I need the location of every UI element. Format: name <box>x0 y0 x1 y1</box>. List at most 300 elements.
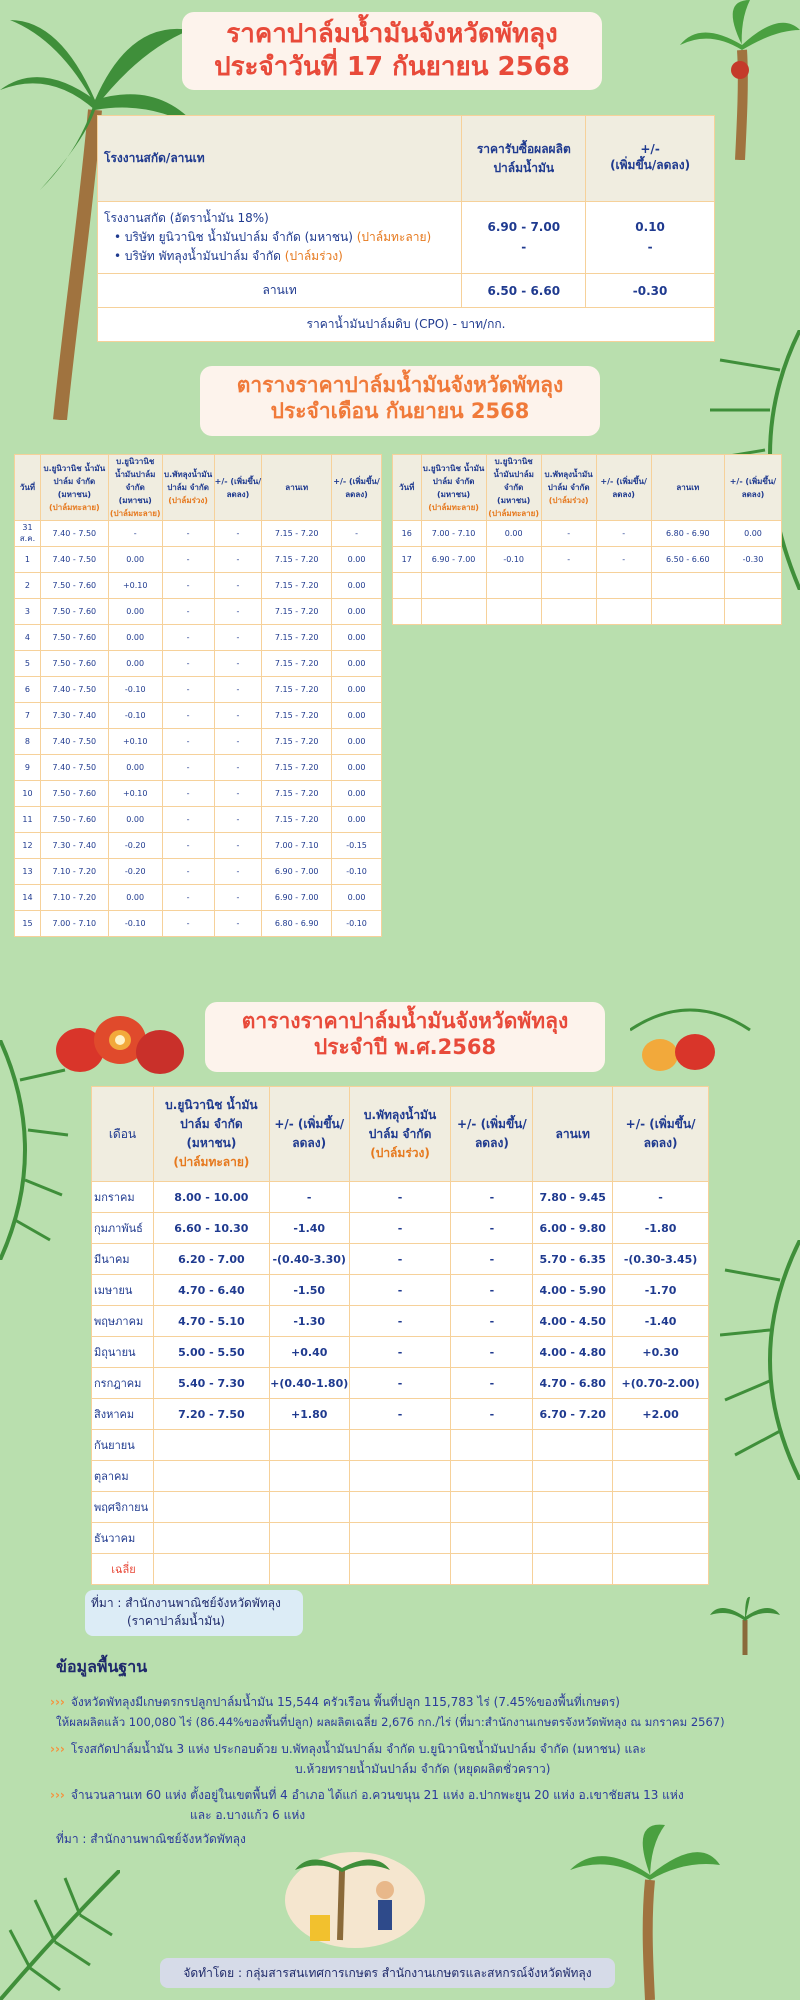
col-univ-2-label: บ.ยูนิวานิช น้ำมันปาล์ม จำกัด (มหาชน) <box>493 457 534 505</box>
table-row <box>92 1523 709 1554</box>
table-cell <box>596 573 651 599</box>
source-box <box>85 1590 303 1636</box>
table-cell: - <box>214 807 262 833</box>
table-cell: 14 <box>15 885 41 911</box>
table-cell: - <box>451 1399 533 1430</box>
table-cell: - <box>162 521 214 547</box>
factory-1-price: 6.90 - 7.00 <box>487 220 561 235</box>
table-cell: 5.00 - 5.50 <box>153 1337 269 1368</box>
month-name: กุมภาพันธ์ <box>92 1213 154 1244</box>
table-cell <box>153 1523 269 1554</box>
table-cell: 5.70 - 6.35 <box>533 1244 613 1275</box>
table-cell: 4.70 - 6.40 <box>153 1275 269 1306</box>
col-yard-change-header: +/- (เพิ่มขึ้น/ลดลง) <box>724 455 781 521</box>
col-day-header: วันที่ <box>15 455 41 521</box>
table-cell: 7.15 - 7.20 <box>262 599 332 625</box>
info-3-line-2: และ อ.บางแก้ว 6 แห่ง <box>190 1807 306 1822</box>
table-cell: 7.50 - 7.60 <box>40 625 108 651</box>
basic-info-item-3 <box>50 1786 790 1826</box>
table-cell <box>349 1554 451 1585</box>
table-cell: -0.10 <box>108 677 162 703</box>
col-univ-label: บ.ยูนิวานิช น้ำมันปาล์ม จำกัด (มหาชน) <box>422 463 485 499</box>
factory-2-row: • บริษัท พัทลุงน้ำมันปาล์ม จำกัด (ปาล์มร่วง) <box>114 249 343 264</box>
table-cell: 6.90 - 7.00 <box>262 885 332 911</box>
table-cell <box>269 1461 349 1492</box>
table-cell: -0.10 <box>108 911 162 937</box>
table-cell <box>153 1554 269 1585</box>
yearly-section-title <box>205 1002 605 1072</box>
table-row <box>92 1337 709 1368</box>
col-univ-header <box>421 455 486 521</box>
table-cell: - <box>214 859 262 885</box>
month-name: มิถุนายน <box>92 1337 154 1368</box>
table-cell: 7.40 - 7.50 <box>40 729 108 755</box>
table-cell: 7.50 - 7.60 <box>40 573 108 599</box>
table-cell: 7.50 - 7.60 <box>40 599 108 625</box>
cpo-note: ราคาน้ำมันปาล์มดิบ (CPO) - บาท/กก. <box>98 308 715 342</box>
table-cell <box>153 1461 269 1492</box>
table-cell: 7.15 - 7.20 <box>262 651 332 677</box>
table-cell: - <box>349 1306 451 1337</box>
arrow-icon: ››› <box>50 1742 65 1756</box>
table-cell: 7.50 - 7.60 <box>40 807 108 833</box>
table-row <box>15 703 382 729</box>
table-row <box>92 1430 709 1461</box>
table-cell: 7.10 - 7.20 <box>40 885 108 911</box>
table-cell: 10 <box>15 781 41 807</box>
table-cell <box>349 1492 451 1523</box>
table-row <box>15 833 382 859</box>
table-cell <box>153 1430 269 1461</box>
month-name: ตุลาคม <box>92 1461 154 1492</box>
table-row <box>92 1306 709 1337</box>
monthly-section-title <box>200 366 600 436</box>
col-ptl-change-header: +/- (เพิ่มขึ้น/ลดลง) <box>451 1087 533 1182</box>
table-cell: 0.00 <box>108 599 162 625</box>
table-row <box>92 1461 709 1492</box>
table-cell: 6.80 - 6.90 <box>262 911 332 937</box>
table-cell: - <box>162 625 214 651</box>
table-cell: - <box>162 599 214 625</box>
table-cell: - <box>451 1182 533 1213</box>
table-cell: 0.00 <box>108 651 162 677</box>
col-univ-2-label: บ.ยูนิวานิช น้ำมันปาล์ม จำกัด (มหาชน) <box>114 457 156 505</box>
table-cell <box>349 1430 451 1461</box>
col-ptl-label: บ.พัทลุงน้ำมันปาล์ม จำกัด <box>544 470 593 492</box>
table-cell: 6.20 - 7.00 <box>153 1244 269 1275</box>
table-cell: - <box>162 859 214 885</box>
table-cell: - <box>108 521 162 547</box>
footer-credit: จัดทำโดย : กลุ่มสารสนเทศการเกษตร สำนักงานเกษตรและสหกรณ์จังหวัดพัทลุง <box>160 1958 615 1988</box>
source-line-1: ที่มา : สำนักงานพาณิชย์จังหวัดพัทลุง <box>91 1596 281 1610</box>
monthly-title-line-2: ประจำเดือน กันยายน 2568 <box>270 399 530 424</box>
table-cell: 1 <box>15 547 41 573</box>
col-change-header: +/- (เพิ่มขึ้น/ลดลง) <box>586 116 715 202</box>
table-cell: - <box>162 755 214 781</box>
table-cell <box>533 1492 613 1523</box>
palm-leaf-illustration <box>720 1240 800 1480</box>
table-cell: 7.00 - 7.10 <box>421 521 486 547</box>
table-cell: 0.00 <box>332 885 382 911</box>
table-cell: 4.70 - 6.80 <box>533 1368 613 1399</box>
col-ptl-header <box>349 1087 451 1182</box>
table-cell: 7 <box>15 703 41 729</box>
month-name: เฉลี่ย <box>92 1554 154 1585</box>
table-row <box>393 521 782 547</box>
table-cell: 3 <box>15 599 41 625</box>
factory-group-label: โรงงานสกัด (อัตราน้ำมัน 18%) <box>104 210 269 225</box>
table-row <box>15 729 382 755</box>
table-row <box>393 573 782 599</box>
table-cell: 7.15 - 7.20 <box>262 677 332 703</box>
table-cell: 7.15 - 7.20 <box>262 729 332 755</box>
table-row <box>15 599 382 625</box>
table-row <box>92 1492 709 1523</box>
table-row <box>15 781 382 807</box>
month-name: พฤศจิกายน <box>92 1492 154 1523</box>
table-cell: 8 <box>15 729 41 755</box>
table-row <box>92 1368 709 1399</box>
arrow-icon: ››› <box>50 1695 65 1709</box>
month-name: มีนาคม <box>92 1244 154 1275</box>
table-cell: 0.00 <box>332 677 382 703</box>
col-change-header: +/- (เพิ่มขึ้น/ลดลง) <box>596 455 651 521</box>
table-cell: - <box>214 911 262 937</box>
table-cell: -0.20 <box>108 859 162 885</box>
page-title <box>182 12 602 90</box>
table-row <box>15 859 382 885</box>
col-yard-change-header: +/- (เพิ่มขึ้น/ลดลง) <box>613 1087 709 1182</box>
table-cell: - <box>451 1244 533 1275</box>
table-cell: - <box>451 1368 533 1399</box>
info-2-line-1: โรงสกัดปาล์มน้ำมัน 3 แห่ง ประกอบด้วย บ.พัทลุงน้ำมันปาล์ม จำกัด บ.ยูนิวานิชน้ำมันปาล์ม จำกัด (มหาชน) และ <box>70 1742 647 1756</box>
factory-2-change: - <box>647 239 653 254</box>
table-cell: - <box>451 1306 533 1337</box>
table-cell: 0.00 <box>332 729 382 755</box>
table-cell: 0.00 <box>108 547 162 573</box>
table-cell: - <box>541 547 596 573</box>
table-cell: 7.15 - 7.20 <box>262 573 332 599</box>
table-cell: 16 <box>393 521 422 547</box>
table-cell: - <box>451 1337 533 1368</box>
col-yard-header: ลานเท <box>651 455 724 521</box>
factory-2-price: - <box>521 239 527 254</box>
monthly-title-line-1: ตารางราคาปาล์มน้ำมันจังหวัดพัทลุง <box>236 373 564 397</box>
table-cell <box>349 1523 451 1554</box>
table-cell: - <box>613 1182 709 1213</box>
table-cell: 7.15 - 7.20 <box>262 521 332 547</box>
table-cell <box>486 599 541 625</box>
table-cell: - <box>162 781 214 807</box>
col-univ-2-note: (ปาล์มทะลาย) <box>488 509 540 518</box>
daily-price-table <box>97 115 715 342</box>
table-cell <box>451 1430 533 1461</box>
table-row <box>15 573 382 599</box>
table-cell: -0.10 <box>332 911 382 937</box>
table-row <box>15 651 382 677</box>
table-cell: 0.00 <box>724 521 781 547</box>
factory-2-name: บริษัท พัทลุงน้ำมันปาล์ม จำกัด <box>124 249 281 264</box>
col-ptl-label: บ.พัทลุงน้ำมันปาล์ม จำกัด <box>163 470 213 492</box>
yearly-title-line-1: ตารางราคาปาล์มน้ำมันจังหวัดพัทลุง <box>241 1009 569 1033</box>
col-day-header: วันที่ <box>393 455 422 521</box>
table-cell <box>533 1461 613 1492</box>
table-cell: 5.40 - 7.30 <box>153 1368 269 1399</box>
table-cell: 0.00 <box>108 755 162 781</box>
table-cell <box>451 1523 533 1554</box>
table-cell: - <box>214 651 262 677</box>
col-univ-2-header <box>108 455 162 521</box>
table-cell: - <box>162 807 214 833</box>
col-ptl-note: (ปาล์มร่วง) <box>168 496 208 505</box>
arrow-icon: ››› <box>50 1788 65 1802</box>
table-cell: - <box>349 1337 451 1368</box>
title-line-2: ประจำวันที่ 17 กันยายน 2568 <box>214 51 570 82</box>
factory-1-note: (ปาล์มทะลาย) <box>356 229 432 244</box>
table-cell: - <box>214 781 262 807</box>
table-cell: 4.00 - 5.90 <box>533 1275 613 1306</box>
table-cell: +(0.40-1.80) <box>269 1368 349 1399</box>
table-cell: +0.10 <box>108 781 162 807</box>
table-cell: -1.50 <box>269 1275 349 1306</box>
basic-info-item-2 <box>50 1740 790 1780</box>
table-cell: 6.80 - 6.90 <box>651 521 724 547</box>
table-cell <box>541 599 596 625</box>
col-univ-header <box>40 455 108 521</box>
table-cell <box>613 1523 709 1554</box>
table-cell: - <box>214 885 262 911</box>
table-cell <box>533 1554 613 1585</box>
table-cell: +1.80 <box>269 1399 349 1430</box>
factory-1-row: • บริษัท ยูนิวานิช น้ำมันปาล์ม จำกัด (มหาชน) (ปาล์มทะลาย) <box>114 229 432 244</box>
table-cell: +0.40 <box>269 1337 349 1368</box>
table-cell: -0.30 <box>724 547 781 573</box>
table-cell: - <box>214 521 262 547</box>
source-line-2: (ราคาปาล์มน้ำมัน) <box>127 1614 225 1628</box>
table-cell: 7.15 - 7.20 <box>262 807 332 833</box>
table-cell <box>451 1461 533 1492</box>
table-cell: 0.00 <box>332 703 382 729</box>
table-cell: +(0.70-2.00) <box>613 1368 709 1399</box>
table-cell: 5 <box>15 651 41 677</box>
yearly-price-table <box>91 1086 709 1585</box>
table-cell: 7.50 - 7.60 <box>40 781 108 807</box>
table-cell: 7.50 - 7.60 <box>40 651 108 677</box>
col-ptl-note: (ปาล์มร่วง) <box>370 1145 430 1160</box>
col-yard-header: ลานเท <box>533 1087 613 1182</box>
title-line-1: ราคาปาล์มน้ำมันจังหวัดพัทลุง <box>226 19 558 49</box>
col-univ-header <box>153 1087 269 1182</box>
table-cell: 0.00 <box>332 651 382 677</box>
yearly-title-line-2: ประจำปี พ.ศ.2568 <box>313 1035 497 1060</box>
table-cell: - <box>349 1399 451 1430</box>
table-cell: -1.70 <box>613 1275 709 1306</box>
table-cell: - <box>214 755 262 781</box>
table-cell: - <box>451 1213 533 1244</box>
table-cell <box>724 573 781 599</box>
table-cell: 12 <box>15 833 41 859</box>
table-cell: 6.00 - 9.80 <box>533 1213 613 1244</box>
col-ptl-label: บ.พัทลุงน้ำมันปาล์ม จำกัด <box>363 1107 437 1141</box>
table-cell <box>393 573 422 599</box>
month-name: มกราคม <box>92 1182 154 1213</box>
table-row <box>92 1399 709 1430</box>
table-cell: +2.00 <box>613 1399 709 1430</box>
table-row <box>92 1244 709 1275</box>
table-cell: 7.20 - 7.50 <box>153 1399 269 1430</box>
month-name: เมษายน <box>92 1275 154 1306</box>
table-cell <box>613 1492 709 1523</box>
col-ptl-header <box>541 455 596 521</box>
table-cell: 0.00 <box>332 807 382 833</box>
table-cell <box>613 1461 709 1492</box>
table-cell: 0.00 <box>332 755 382 781</box>
table-cell: - <box>214 703 262 729</box>
col-ptl-note: (ปาล์มร่วง) <box>548 496 589 505</box>
table-cell: 7.40 - 7.50 <box>40 677 108 703</box>
table-cell: 4.00 - 4.50 <box>533 1306 613 1337</box>
monthly-price-table-right <box>392 454 782 625</box>
table-cell: - <box>349 1182 451 1213</box>
table-cell: - <box>596 521 651 547</box>
table-cell <box>153 1492 269 1523</box>
table-cell: -(0.40-3.30) <box>269 1244 349 1275</box>
table-cell: - <box>162 677 214 703</box>
table-cell: +0.30 <box>613 1337 709 1368</box>
month-name: ธันวาคม <box>92 1523 154 1554</box>
table-cell <box>651 599 724 625</box>
yard-price: 6.50 - 6.60 <box>462 274 586 308</box>
monthly-price-table-left <box>14 454 382 937</box>
col-factory-header: โรงงานสกัด/ลานเท <box>98 116 462 202</box>
table-cell: - <box>214 599 262 625</box>
month-name: พฤษภาคม <box>92 1306 154 1337</box>
table-cell <box>349 1461 451 1492</box>
table-cell: 6 <box>15 677 41 703</box>
table-cell: 7.15 - 7.20 <box>262 781 332 807</box>
table-cell: -1.80 <box>613 1213 709 1244</box>
yard-change: -0.30 <box>586 274 715 308</box>
table-row <box>15 677 382 703</box>
col-price-header: ราคารับซื้อผลผลิตปาล์มน้ำมัน <box>462 116 586 202</box>
table-row <box>15 547 382 573</box>
table-cell: 17 <box>393 547 422 573</box>
table-cell <box>269 1523 349 1554</box>
table-cell: 0.00 <box>332 547 382 573</box>
table-cell: - <box>214 677 262 703</box>
table-cell: 7.40 - 7.50 <box>40 521 108 547</box>
table-cell <box>613 1554 709 1585</box>
table-cell: 0.00 <box>332 599 382 625</box>
farmer-illustration <box>280 1830 430 1950</box>
table-cell <box>541 573 596 599</box>
table-cell: 7.15 - 7.20 <box>262 547 332 573</box>
table-cell <box>451 1554 533 1585</box>
table-cell: 0.00 <box>108 625 162 651</box>
table-cell: 7.15 - 7.20 <box>262 703 332 729</box>
table-cell: 7.40 - 7.50 <box>40 547 108 573</box>
table-cell: 0.00 <box>332 781 382 807</box>
table-row <box>92 1554 709 1585</box>
table-cell: 6.60 - 10.30 <box>153 1213 269 1244</box>
table-cell: - <box>162 911 214 937</box>
table-cell: -0.10 <box>332 859 382 885</box>
table-cell: 4.00 - 4.80 <box>533 1337 613 1368</box>
table-cell: - <box>541 521 596 547</box>
col-univ-2-note: (ปาล์มทะลาย) <box>109 509 161 518</box>
table-cell: - <box>162 885 214 911</box>
table-cell: 6.50 - 6.60 <box>651 547 724 573</box>
table-cell: 0.00 <box>332 625 382 651</box>
table-cell: - <box>214 625 262 651</box>
table-cell: 6.70 - 7.20 <box>533 1399 613 1430</box>
table-cell: 0.00 <box>332 573 382 599</box>
table-cell: -(0.30-3.45) <box>613 1244 709 1275</box>
basic-info-item-1 <box>50 1693 800 1732</box>
table-cell: - <box>214 833 262 859</box>
table-cell: - <box>162 729 214 755</box>
month-name: กันยายน <box>92 1430 154 1461</box>
table-cell: 6.90 - 7.00 <box>262 859 332 885</box>
info-2-line-2: บ.ห้วยทรายน้ำมันปาล์ม จำกัด (หยุดผลิตชั่วคราว) <box>295 1761 551 1776</box>
table-cell: - <box>332 521 382 547</box>
table-cell: - <box>162 547 214 573</box>
month-name: สิงหาคม <box>92 1399 154 1430</box>
col-ptl-header <box>162 455 214 521</box>
table-cell: 11 <box>15 807 41 833</box>
info-3-line-1: จำนวนลานเท 60 แห่ง ตั้งอยู่ในเขตพื้นที่ 4 อำเภอ ได้แก่ อ.ควนขนุน 21 แห่ง อ.ปากพะยูน 20 แห่ง อ.เขาชัยสน 13 แห่ง <box>70 1788 684 1802</box>
table-cell: - <box>451 1275 533 1306</box>
palm-leaf-illustration <box>0 1870 120 2000</box>
table-cell <box>451 1492 533 1523</box>
table-cell: 15 <box>15 911 41 937</box>
col-yard-header: ลานเท <box>262 455 332 521</box>
table-cell: - <box>162 833 214 859</box>
table-cell: - <box>349 1244 451 1275</box>
table-cell: 4.70 - 5.10 <box>153 1306 269 1337</box>
table-cell: 0.00 <box>108 807 162 833</box>
table-row <box>15 807 382 833</box>
table-cell: 6.90 - 7.00 <box>421 547 486 573</box>
table-cell: - <box>269 1182 349 1213</box>
palm-tree-illustration <box>710 1595 780 1655</box>
month-name: กรกฎาคม <box>92 1368 154 1399</box>
palm-fruit-illustration <box>50 1010 200 1080</box>
table-cell: 7.30 - 7.40 <box>40 703 108 729</box>
table-cell <box>486 573 541 599</box>
palm-fruit-illustration <box>630 1000 760 1080</box>
table-cell: - <box>214 573 262 599</box>
table-cell: - <box>349 1213 451 1244</box>
factory-1-name: บริษัท ยูนิวานิช น้ำมันปาล์ม จำกัด (มหาชน) <box>124 229 353 244</box>
table-row <box>15 625 382 651</box>
col-univ-note: (ปาล์มทะลาย) <box>48 502 100 512</box>
table-row <box>15 911 382 937</box>
col-yard-change-header: +/- (เพิ่มขึ้น/ลดลง) <box>332 455 382 521</box>
info-1-line-2: ให้ผลผลิตแล้ว 100,080 ไร่ (86.44%ของพื้นที่ปลูก) ผลผลิตเฉลี่ย 2,676 กก./ไร่ (ที่มา:สำนักงานเกษตรจังหวัดพัทลุง ณ มกราคม 2567) <box>56 1714 725 1729</box>
table-cell: -0.10 <box>108 703 162 729</box>
table-cell <box>724 599 781 625</box>
table-cell: - <box>214 729 262 755</box>
table-cell: 2 <box>15 573 41 599</box>
table-row <box>393 547 782 573</box>
table-cell: -1.40 <box>613 1306 709 1337</box>
table-cell <box>269 1492 349 1523</box>
table-cell: +0.10 <box>108 573 162 599</box>
table-cell <box>421 573 486 599</box>
table-cell <box>269 1554 349 1585</box>
table-cell: 0.00 <box>486 521 541 547</box>
